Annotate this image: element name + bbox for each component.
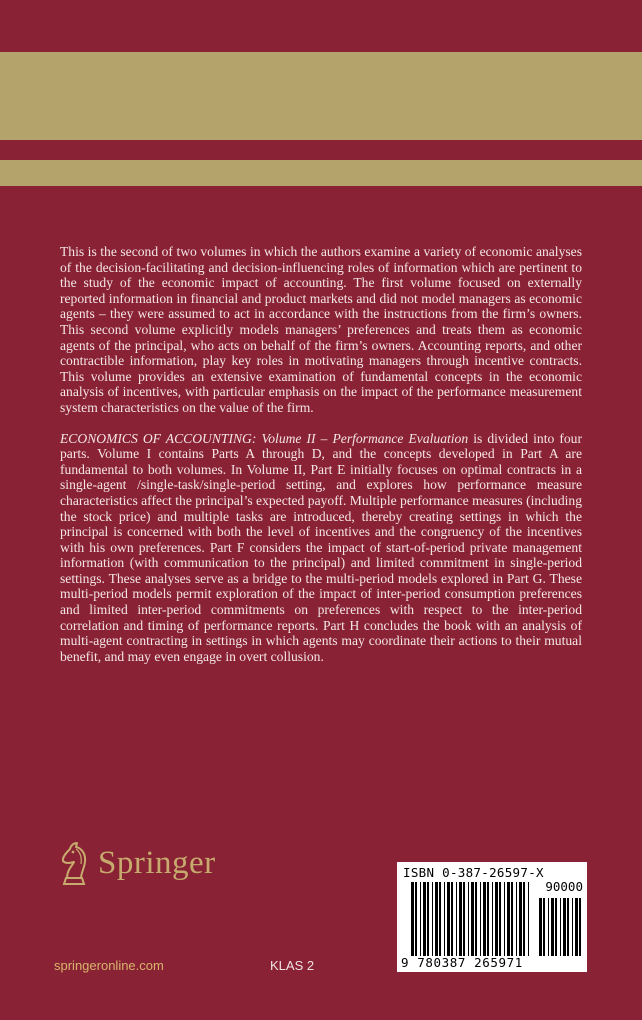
isbn-barcode <box>397 862 587 972</box>
classification-code: KLAS 2 <box>270 958 315 973</box>
book-title: ECONOMICS OF ACCOUNTING: Volume II – Performance Evaluation <box>60 430 469 446</box>
ean-digits: 9 780387 265971 <box>401 955 523 970</box>
back-cover-description <box>60 244 582 679</box>
description-paragraph-2 <box>60 431 582 665</box>
price-code: 90000 <box>545 879 583 894</box>
isbn-label: ISBN 0-387-26597-X <box>403 865 544 880</box>
decorative-band-top <box>0 52 642 140</box>
ean-barcode-bars <box>411 882 533 956</box>
publisher-website: springeronline.com <box>54 958 164 973</box>
chess-knight-icon <box>54 838 94 888</box>
price-barcode-bars <box>539 898 583 956</box>
description-paragraph-1: This is the second of two volumes in which the authors examine a variety of economic analyses of the decision-facilitating and decision-influencing roles of information which are pertinent to the study of the economic impact of accounting. The first volume focused on externally reported information in financial and product markets and did not model managers as economic agents – they were assumed to act in accordance with the instructions from the firm’s owners. This second volume explicitly models managers’ preferences and treats them as economic agents of the principal, who acts on behalf of the firm’s owners. Accounting reports, and other contractible information, play key roles in motivating managers through incentive contracts. This volume provides an extensive examination of fundamental concepts in the economic analysis of incentives, with particular emphasis on the impact of the performance measurement system characteristics on the value of the firm. <box>60 244 582 415</box>
description-paragraph-2-text: is divided into four parts. Volume I contains Parts A through D, and the concepts developed in Part A are fundamental to both volumes. In Volume II, Part E initially focuses on optimal contracts in a single-agent /single-task/single-period setting, and explores how performance measure characteristics affect the principal’s expected payoff. Multiple performance measures (including the stock price) and multiple tasks are introduced, thereby creating settings in which the principal is concerned with both the level of incentives and the congruency of the incentives with his own preferences. Part F considers the impact of start-of-period private management information (with communication to the principal) and limited commitment in single-period settings. These analyses serve as a bridge to the multi-period models explored in Part G. These multi-period models permit exploration of the impact of inter-period consumption preferences and limited inter-period commitments on preferences with respect to the inter-period correlation and timing of performance reports. Part H concludes the book with an analysis of multi-agent contracting in settings in which agents may coordinate their actions to their mutual benefit, and may even engage in overt collusion. <box>60 430 582 664</box>
decorative-band-bottom <box>0 160 642 186</box>
springer-logo-text: Springer <box>98 844 216 881</box>
springer-logo <box>54 838 216 888</box>
